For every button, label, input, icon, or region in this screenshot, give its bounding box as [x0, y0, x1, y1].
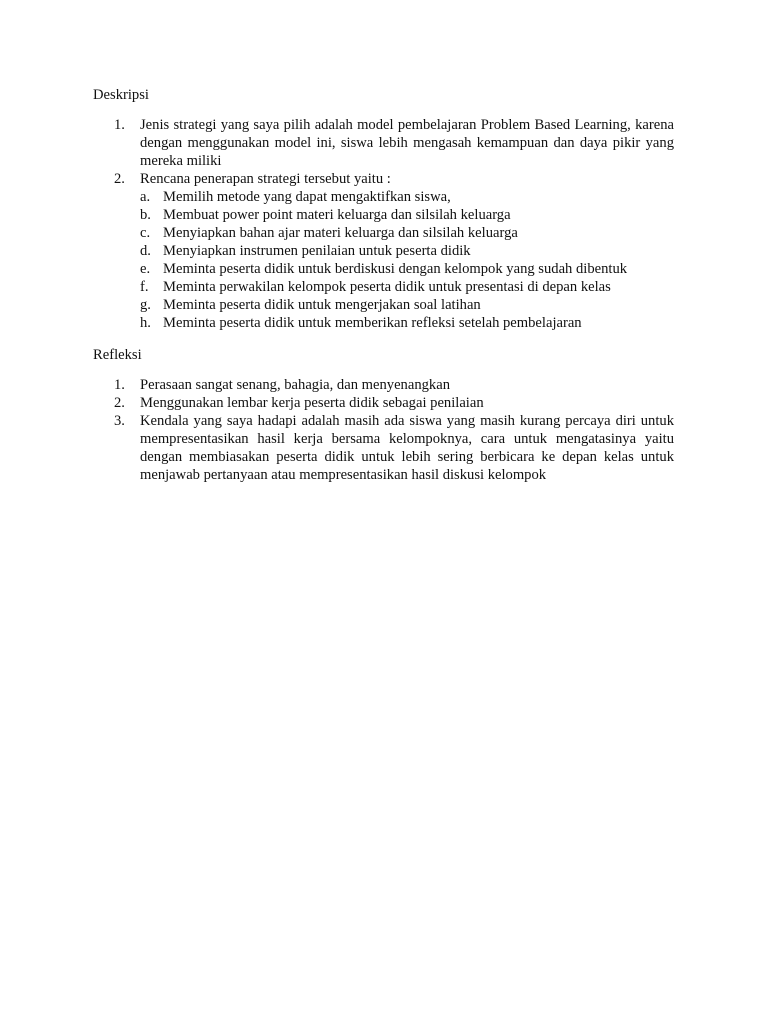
deskripsi-list: [93, 116, 674, 332]
item-text: Menyiapkan instrumen penilaian untuk peserta didik: [163, 243, 471, 259]
item-letter: e.: [140, 261, 151, 277]
list-item: [93, 394, 674, 412]
item-letter: b.: [140, 207, 151, 223]
item-letter: f.: [140, 279, 149, 295]
list-item: [93, 116, 674, 170]
item-text: Rencana penerapan strategi tersebut yaitu :: [140, 171, 391, 187]
item-letter: c.: [140, 225, 151, 241]
sublist-item: [140, 224, 674, 242]
list-item: [93, 412, 674, 484]
refleksi-heading: Refleksi: [93, 347, 142, 363]
item-letter: g.: [140, 297, 151, 313]
item-text: Jenis strategi yang saya pilih adalah model pembelajaran Problem Based Learning, karena dengan menggunakan model ini, siswa lebih mengasah kemampuan dan daya pikir yang mereka miliki: [140, 117, 674, 169]
item-number: 3.: [114, 413, 125, 429]
item-letter: h.: [140, 315, 151, 331]
item-text: Meminta peserta didik untuk mengerjakan soal latihan: [163, 297, 481, 313]
item-text: Meminta perwakilan kelompok peserta didik untuk presentasi di depan kelas: [163, 279, 611, 295]
item-text: Meminta peserta didik untuk berdiskusi dengan kelompok yang sudah dibentuk: [163, 261, 628, 277]
item-letter: a.: [140, 189, 151, 205]
refleksi-list: [93, 376, 674, 484]
list-item: [93, 170, 674, 332]
item-text: Memilih metode yang dapat mengaktifkan siswa,: [163, 189, 451, 205]
sublist-item: [140, 260, 674, 278]
list-item: [93, 376, 674, 394]
sublist-item: [140, 278, 674, 296]
item-number: 2.: [114, 395, 125, 411]
item-text: Menggunakan lembar kerja peserta didik sebagai penilaian: [140, 395, 484, 411]
item-number: 2.: [114, 171, 125, 187]
item-text: Membuat power point materi keluarga dan silsilah keluarga: [163, 207, 511, 223]
item-text: Perasaan sangat senang, bahagia, dan menyenangkan: [140, 377, 450, 393]
strategy-steps-list: [140, 188, 674, 332]
item-text: Meminta peserta didik untuk memberikan refleksi setelah pembelajaran: [163, 315, 582, 331]
spacer: [93, 332, 674, 346]
item-text: Kendala yang saya hadapi adalah masih ada siswa yang masih kurang percaya diri untuk mempresentasikan hasil kerja bersama kelompoknya, cara untuk mengatasinya yaitu dengan membiasakan peserta didik untuk lebih sering berbicara ke depan kelas untuk menjawab pertanyaan atau mempresentasikan hasil diskusi kelompok: [140, 413, 674, 483]
sublist-item: [140, 314, 674, 332]
sublist-item: [140, 188, 674, 206]
deskripsi-heading: Deskripsi: [93, 87, 149, 103]
spacer: [93, 106, 674, 116]
item-letter: d.: [140, 243, 151, 259]
item-number: 1.: [114, 117, 125, 133]
spacer: [93, 366, 674, 376]
document-page: [93, 86, 674, 484]
sublist-item: [140, 296, 674, 314]
sublist-item: [140, 242, 674, 260]
item-text: Menyiapkan bahan ajar materi keluarga dan silsilah keluarga: [163, 225, 518, 241]
item-number: 1.: [114, 377, 125, 393]
sublist-item: [140, 206, 674, 224]
